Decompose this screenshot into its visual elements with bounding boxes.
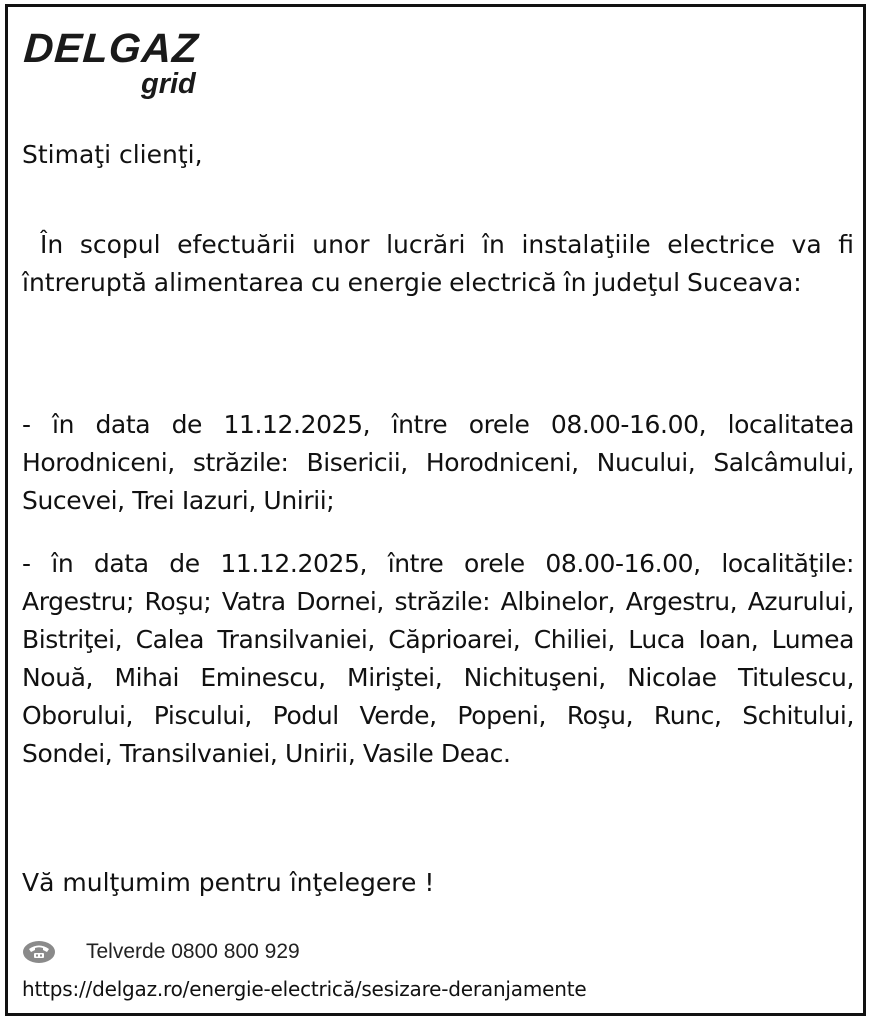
greeting: Stimaţi clienţi, [22, 140, 203, 169]
phone-icon [22, 940, 56, 964]
logo-brand: DELGAZ [22, 25, 201, 71]
outage-item-1: - în data de 11.12.2025, între orele 08.00-16.00, localitatea Horodniceni, străzile: Bisericii, Horodniceni, Nucului, Salcâmului, Sucevei, Trei Iazuri, Unirii; [22, 410, 854, 515]
intro-paragraph [22, 226, 854, 302]
intro-text: În scopul efectuării unor lucrări în instalaţiile electrice va fi întreruptă alimentarea cu energie electrică în judeţul Suceava: [22, 230, 854, 297]
phone-row [22, 938, 522, 968]
phone-number: Telverde 0800 800 929 [86, 940, 300, 963]
report-url[interactable]: https://delgaz.ro/energie-electrică/sesizare-deranjamente [22, 977, 587, 1001]
logo-sub: grid [141, 68, 196, 100]
thanks-message: Vă mulţumim pentru înţelegere ! [22, 868, 435, 897]
delgaz-grid-logo [24, 26, 224, 102]
outage-item-2: - în data de 11.12.2025, între orele 08.00-16.00, localităţile: Argestru; Roşu; Vatra Dornei, străzile: Albinelor, Argestru, Azurului, Bistriţei, Calea Transilvaniei, Căprioarei, Chiliei, Luca Ioan, Lumea Nouă, Mihai Eminescu, Miriştei, Nichituşeni, Nicolae Titulescu, Oborului, Piscului, Podul Verde, Popeni, Roşu, Runc, Schitului, Sondei, Transilvaniei, Unirii, Vasile Deac. [22, 549, 854, 768]
